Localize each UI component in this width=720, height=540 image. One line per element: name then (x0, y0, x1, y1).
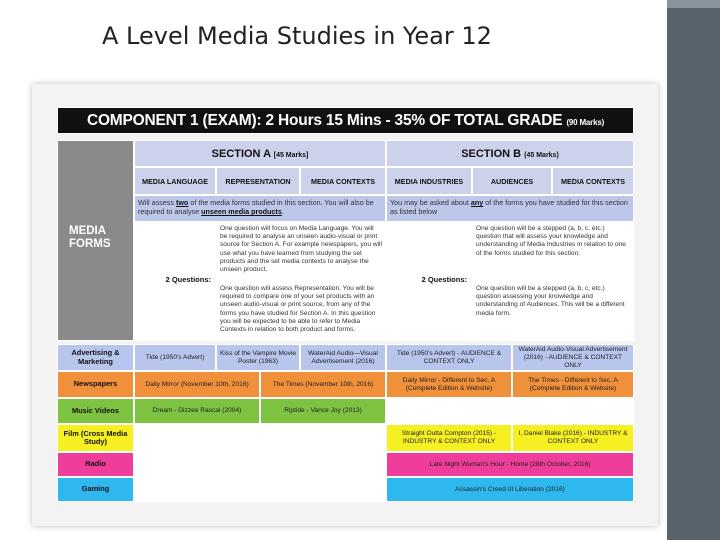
table-cell-empty (134, 477, 386, 502)
section-a-questions-label-cell (134, 222, 216, 341)
table-cell: Kiss of the Vampire Movie Poster (1963) (216, 344, 300, 371)
section-a-col-media-contexts: MEDIA CONTEXTS (300, 167, 386, 195)
row-label-advertising: Advertising & Marketing (57, 344, 134, 371)
section-b-col-audiences: AUDIENCES (472, 167, 552, 195)
section-a-col-media-language: MEDIA LANGUAGE (134, 167, 216, 195)
section-a-question-2: One question will assess Representation. You will be required to compare one of your set products with an unseen audio-visual or print source, from any of the forms you have studied for Section A. In this question you will be expected to be able to refer to Media Contexts in relation to both product and forms. (216, 282, 386, 341)
section-b-question-2: One question will be a stepped (a, b, c, etc.) question assessing your knowledge and understanding of Audiences. This will be a different media form. (472, 282, 634, 341)
media-forms-cell (57, 140, 134, 341)
table-cell: Late Night Woman's Hour - Home (28th October, 2016) (386, 452, 634, 477)
table-cell: Tide (1950's Advert) - AUDIENCE & CONTEXT ONLY (386, 344, 512, 371)
table-cell: Daily Mirror - Different to Sec. A (Complete Edition & Website) (386, 371, 512, 398)
row-label-gaming: Gaming (57, 477, 134, 502)
row-label-film: Film (Cross Media Study) (57, 424, 134, 452)
side-decoration-cap (667, 0, 720, 8)
table-cell: WaterAid Audio—Visual Advertisement (2016) (300, 344, 386, 371)
table-cell: The Times - Different to Sec. A (Complete Edition & Website) (512, 371, 634, 398)
media-forms-label: MEDIA FORMS (69, 225, 111, 250)
side-decoration-bar (667, 0, 720, 540)
row-label-music-videos: Music Videos (57, 398, 134, 424)
exam-overview-table (32, 84, 658, 526)
table-cell: WaterAid Audio-Visual Advertisement (2016) - AUDIENCE & CONTEXT ONLY (512, 344, 634, 371)
section-b-header: SECTION B (45 Marks) (386, 140, 634, 167)
table-cell: Dream - Dizzee Rascal (2004) (134, 398, 260, 424)
table-cell: Straight Outta Compton (2015) - INDUSTRY & CONTEXT ONLY (386, 424, 512, 452)
table-cell-empty (386, 398, 634, 424)
section-b-intro: You may be asked about any of the forms you have studied for this section as listed below (386, 195, 634, 222)
table-cell: I, Daniel Blake (2016) - INDUSTRY & CONTEXT ONLY (512, 424, 634, 452)
section-b-questions-label: 2 Questions: (421, 275, 467, 284)
section-a-col-representation: REPRESENTATION (216, 167, 300, 195)
row-label-newspapers: Newspapers (57, 371, 134, 398)
table-cell: Riptide - Vance Joy (2013) (260, 398, 386, 424)
slide-title: A Level Media Studies in Year 12 (102, 22, 492, 50)
section-b-col-media-industries: MEDIA INDUSTRIES (386, 167, 472, 195)
section-b-col-media-contexts: MEDIA CONTEXTS (552, 167, 634, 195)
table-cell-empty (134, 452, 386, 477)
section-a-question-1: One question will focus on Media Language. You will be required to analyse an unseen audio-visual or print source for Section A. For example newspapers, you will use what you have learned from studying the set products and the set media contexts to analyse the unseen product. (216, 222, 386, 282)
row-label-radio: Radio (57, 452, 134, 477)
table-cell-empty (134, 424, 386, 452)
table-cell: The Times (November 10th, 2016) (260, 371, 386, 398)
table-cell: Daily Mirror (November 10th, 2016) (134, 371, 260, 398)
section-a-questions-label: 2 Questions: (165, 275, 211, 284)
table-cell: Assassin's Creed III Liberation (2016) (386, 477, 634, 502)
section-a-intro: Will assess two of the media forms studied in this section. You will also be required to analyse unseen media products. (134, 195, 386, 222)
component-title: COMPONENT 1 (EXAM): 2 Hours 15 Mins - 35% OF TOTAL GRADE (90 Marks) (86, 111, 605, 129)
section-a-header: SECTION A [45 Marks] (134, 140, 386, 167)
table-cell: Tide (1950's Advert) (134, 344, 216, 371)
section-b-questions-label-cell (386, 222, 472, 341)
component-header (57, 107, 634, 134)
section-b-question-1: One question will be a stepped (a, b, c, etc.) question that will assess your knowledge and understanding of Media Industries in relation to one of the forms studied for this section. (472, 222, 634, 282)
